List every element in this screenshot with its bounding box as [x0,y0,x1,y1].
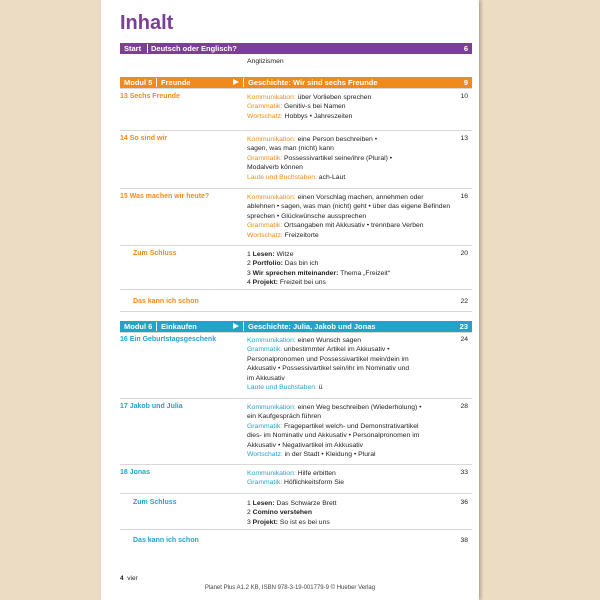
content-label: Wortschatz: [247,112,283,120]
item-number: 2 [247,509,253,517]
content-label: Kommunikation: [247,337,296,344]
zum-schluss-item [247,259,455,268]
chapter-content [247,93,455,121]
row-divider [120,464,472,465]
item-text: Das bin ich [282,260,319,268]
item-text: Freizeit bei uns [277,279,326,287]
row-divider [120,398,472,399]
start-label: Start [124,44,142,53]
content-text: Fragepartikel welch- und Demonstrativartikel [282,422,419,430]
zum-schluss-title[interactable]: Zum Schluss [133,250,177,257]
item-text: Thema „Freizeit“ [338,269,390,277]
zum-schluss-content [247,250,455,288]
kann-ich-schon-page: 22 [460,298,468,305]
zum-schluss-page: 20 [460,250,468,257]
content-line [247,450,455,459]
item-number: 1 [247,251,253,258]
chapter-page: 28 [460,403,468,410]
footer-page-number: 4 vier [120,575,138,582]
content-text: Hilfe erbitten [295,470,336,477]
item-text: So ist es bei uns [277,518,330,526]
content-label: Kommunikation: [247,94,296,101]
content-text: ach-Laut [316,173,346,181]
chapter-title[interactable]: 17 Jakob und Julia [120,403,183,410]
content-text: über Vorlieben sprechen [295,94,372,101]
chapter-content [247,135,455,182]
content-line [247,336,455,345]
content-text: Personalpronomen und Possessivartikel mein/dein im [247,355,409,363]
start-sub: Anglizismen [247,58,284,65]
row-divider [120,332,472,333]
content-text: Akkusativ • Possessivartikel sein/ihr im Nominativ und [247,365,410,373]
start-page: 6 [463,44,468,53]
module-label: Modul 6 [124,322,153,331]
content-text: Freizeitorte [282,231,319,239]
arrow-icon [233,323,239,329]
arrow-icon [233,79,239,85]
zum-schluss-content [247,499,455,527]
content-line [247,193,455,202]
row-divider [120,245,472,246]
item-number: 3 [247,518,253,526]
content-text: Ortsangaben mit Akkusativ • trennbare Verben [282,222,424,230]
start-title: Deutsch oder Englisch? [151,44,237,53]
content-text: einen Weg beschreiben (Wiederholung) • [295,404,422,411]
chapter-content [247,403,455,459]
content-line [247,154,455,163]
chapter-page: 24 [460,336,468,343]
item-number: 1 [247,500,253,507]
chapter-content [247,469,455,488]
row-divider [120,529,472,530]
zum-schluss-item [247,250,455,259]
content-text: einen Wunsch sagen [295,337,361,344]
footer-credit: Planet Plus A1.2 KB, ISBN 978-3-19-001779-9 © Hueber Verlag [204,585,376,591]
content-text: Modalverb können [247,164,303,172]
row-divider [120,311,472,312]
chapter-page: 10 [460,93,468,100]
content-text: Höflichkeitsform Sie [282,479,345,487]
content-line [247,374,455,383]
content-label: Grammatik: [247,422,283,430]
item-label: Projekt: [252,518,278,526]
content-line [247,144,455,153]
content-text: Akkusativ • Negativartikel im Akkusativ [247,441,364,449]
content-text: sprechen • Glückwünsche aussprechen [247,212,367,220]
content-line [247,412,455,421]
row-divider [120,88,472,89]
start-bar [120,43,472,54]
zum-schluss-item [247,499,455,508]
divider [243,322,244,331]
module-story: Geschichte: Wir sind sechs Freunde [248,78,378,87]
zum-schluss-page: 36 [460,499,468,506]
content-line [247,231,455,240]
row-divider [120,289,472,290]
content-line [247,364,455,373]
kann-ich-schon-title[interactable]: Das kann ich schon [133,537,199,544]
content-line [247,93,455,102]
chapter-title[interactable]: 13 Sechs Freunde [120,93,180,100]
divider [156,78,157,87]
item-text: Witze [274,251,294,258]
item-label: Projekt: [252,279,278,287]
module-label: Modul 5 [124,78,153,87]
module-page: 23 [459,322,468,331]
content-line [247,478,455,487]
item-label: Wir sprechen miteinander: [252,269,339,277]
content-line [247,173,455,182]
chapter-content [247,193,455,240]
content-label: Grammatik: [247,479,283,487]
item-label: Lesen: [252,251,275,258]
content-line [247,422,455,431]
item-text: Das Schwarze Brett [274,500,337,507]
row-divider [120,130,472,131]
content-text: Genitiv-s bei Namen [282,103,346,111]
content-text: im Akkusativ [247,374,285,382]
chapter-title[interactable]: 16 Ein Geburtstagsgeschenk [120,336,217,343]
content-line [247,469,455,478]
content-line [247,431,455,440]
divider [156,322,157,331]
module-page: 9 [463,78,468,87]
content-line [247,135,455,144]
content-text: sagen, was man (nicht) kann [247,145,334,153]
content-label: Grammatik: [247,103,283,111]
content-label: Kommunikation: [247,470,296,477]
content-line [247,383,455,392]
content-text: dies- im Nominativ und Akkusativ • Personalpronomen im [247,432,420,440]
chapter-page: 13 [460,135,468,142]
content-text: Hobbys • Jahreszeiten [282,112,353,120]
content-text: in der Stadt • Kleidung • Plural [282,451,376,459]
page-title: Inhalt [120,12,174,34]
content-text: Possessivartikel seine/ihre (Plural) • [282,154,393,162]
module-story: Geschichte: Julia, Jakob und Jonas [248,322,376,331]
row-divider [120,188,472,189]
content-label: Laute und Buchstaben: [247,384,317,392]
zum-schluss-item [247,278,455,287]
content-text: ein Kaufgespräch führen [247,413,322,421]
divider [147,44,148,53]
content-text: ü [316,384,323,392]
chapter-title[interactable]: 14 So sind wir [120,135,168,142]
content-line [247,212,455,221]
chapter-content [247,336,455,392]
chapter-title[interactable]: 15 Was machen wir heute? [120,193,210,200]
content-line [247,112,455,121]
item-label: Portfolio: [252,260,283,268]
kann-ich-schon-title[interactable]: Das kann ich schon [133,298,199,305]
content-text: einen Vorschlag machen, annehmen oder [295,194,424,201]
content-label: Wortschatz: [247,451,283,459]
content-text: unbestimmter Artikel im Akkusativ • [282,346,390,354]
content-label: Kommunikation: [247,404,296,411]
toc-page [101,0,479,600]
zum-schluss-item [247,518,455,527]
module-bar [120,77,472,88]
content-line [247,345,455,354]
item-number: 2 [247,260,253,268]
content-label: Grammatik: [247,154,283,162]
content-line [247,163,455,172]
zum-schluss-title[interactable]: Zum Schluss [133,499,177,506]
kann-ich-schon-page: 38 [460,537,468,544]
row-divider [120,493,472,494]
content-line [247,102,455,111]
module-name: Freunde [161,78,191,87]
item-number: 4 [247,279,253,287]
chapter-title[interactable]: 18 Jonas [120,469,150,476]
content-label: Kommunikation: [247,136,296,143]
content-label: Kommunikation: [247,194,296,201]
chapter-page: 16 [460,193,468,200]
content-label: Wortschatz: [247,231,283,239]
zum-schluss-item [247,269,455,278]
item-label: Lesen: [252,500,275,507]
module-name: Einkaufen [161,322,197,331]
content-line [247,403,455,412]
content-line [247,221,455,230]
divider [243,78,244,87]
content-text: eine Person beschreiben • [295,136,378,143]
content-label: Laute und Buchstaben: [247,173,317,181]
content-label: Grammatik: [247,222,283,230]
content-line [247,441,455,450]
item-number: 3 [247,269,253,277]
content-text: ablehnen • sagen, was man (nicht) geht • über das eigene Befinden [247,203,451,211]
module-bar [120,321,472,332]
content-line [247,202,455,211]
zum-schluss-item [247,508,455,517]
chapter-page: 33 [460,469,468,476]
content-line [247,355,455,364]
content-label: Grammatik: [247,346,283,354]
item-label: Comino verstehen [252,509,312,517]
